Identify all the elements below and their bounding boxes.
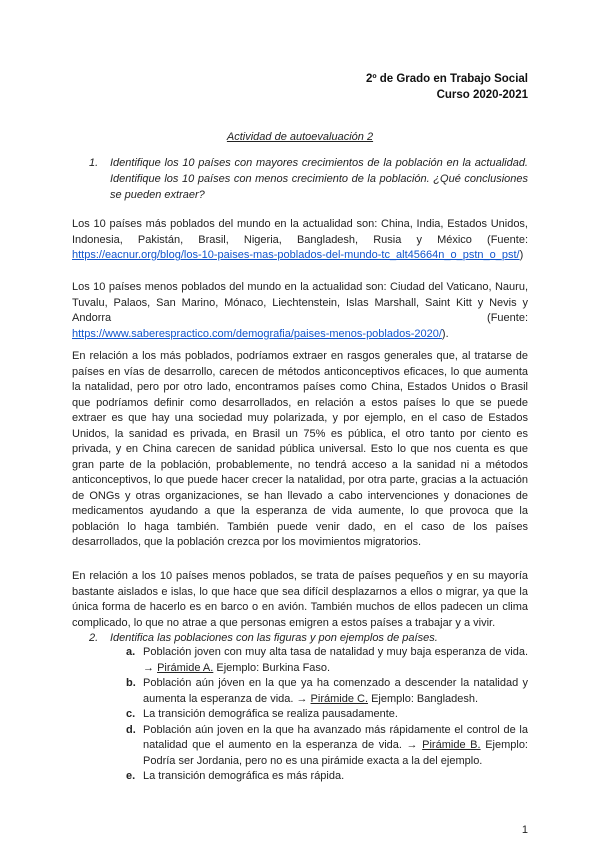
item-letter: e. xyxy=(126,770,136,782)
pyramid-reference: Pirámide B. xyxy=(422,739,481,751)
list-item xyxy=(72,769,528,785)
item-text: La transición demográfica es más rápida. xyxy=(143,770,345,782)
list-item xyxy=(72,723,528,770)
question-number: 2. xyxy=(89,632,99,644)
question-1 xyxy=(72,155,528,203)
item-letter: c. xyxy=(126,708,136,720)
item-text: Población aún joven en la que ha avanzado más rápidamente el control de la natalidad que el aumento en la esperanza de vida. → xyxy=(143,723,528,751)
item-text: Población aún jóven en la que ya ha comenzado a descender la natalidad y aumenta la esperanza de vida. → xyxy=(143,677,528,705)
pyramid-reference: Pirámide A. xyxy=(157,661,214,674)
page-number: 1 xyxy=(521,824,528,836)
paragraph-conclusions-most: En relación a los más poblados, podríamos extraer en rasgos generales que, al tratarse de países en vías de desarrollo, carecen de métodos anticonceptivos eficaces, lo que aumenta la natalidad, pero por otro lado, encontramos países como China, Estados Unidos o Brasil que podríamos definir como desarrollados, en relación a estos países lo que se puede extraer es que hay una sociedad muy polarizada, y por ejemplo, en el caso de Estados Unidos, la sanidad es privada, en Brasil un 75% es pública, el otro tanto por ciento es privada, y en China carecen de sanidad pública universal. Esto lo que nos cuenta es que gran parte de la población, probablemente, no tendrá acceso a la sanidad ni a métodos anticonceptivos, lo que puede hacer crecer la natalidad, por otra parte, gracias a la actuación de ONGs y otras organizaciones, se han llevado a cabo intervenciones y donaciones de medicamentos ayudando a que la esperanza de vida aumente, lo que provoca que la población lo haga también. También puede venir dado, en el caso de los países desarrollados, que la población crezca por los movimientos migratorios. xyxy=(72,350,528,548)
question-2 xyxy=(72,630,528,646)
item-text: Población joven con muy alta tasa de natalidad y muy baja esperanza de vida. → xyxy=(143,646,528,674)
source-link[interactable]: https://www.saberespractico.com/demografia/paises-menos-poblados-2020/ xyxy=(72,327,442,340)
item-example: Ejemplo: Burkina Faso. xyxy=(213,661,331,674)
document-title: Actividad de autoevaluación 2 xyxy=(226,131,374,143)
item-example: Ejemplo: Podría ser Jordania, pero no es una pirámide exacta a la del ejemplo. xyxy=(143,739,528,767)
list-item xyxy=(72,707,528,723)
paragraph-conclusions-least: En relación a los 10 países menos poblados, se trata de países pequeños y en su mayoría bastante aislados e islas, lo que hace que sea difícil desplazarnos a ellos o migrar, ya que la única forma de hacerlo es en barco o en avión. También muchos de ellos padecen un clima complicado, lo que no atrae a que personas emigren a estos países a trabajar y a vivir. xyxy=(72,570,528,629)
answer-list xyxy=(72,645,528,785)
paragraph-text: Los 10 países menos poblados del mundo en la actualidad son: Ciudad del Vaticano, Nauru, Tuvalu, Palaos, San Marino, Mónaco, Liechtenstein, Islas Marshall, Saint Kitt y Nevis y Andorra (Fuente: xyxy=(72,281,528,324)
item-letter: d. xyxy=(126,723,136,736)
question-number: 1. xyxy=(89,157,99,169)
source-link[interactable]: https://eacnur.org/blog/los-10-paises-mas-poblados-del-mundo-tc_alt45664n_o_pstn_o_pst/ xyxy=(72,249,520,261)
punctuation: ) xyxy=(519,249,524,261)
list-item xyxy=(72,676,528,707)
item-text: La transición demográfica se realiza pausadamente. xyxy=(143,708,398,720)
paragraph-least-populated xyxy=(72,280,528,342)
paragraph-text: Los 10 países más poblados del mundo en la actualidad son: China, India, Estados Unidos, Indonesia, Pakistán, Brasil, Nigeria, Bangladesh, Rusia y México (Fuente: xyxy=(72,218,528,246)
document-header xyxy=(366,71,528,103)
question-text: Identifique los 10 países con mayores crecimientos de la población en la actualidad. Identifique los 10 países con menos crecimiento de la población. ¿Qué conclusiones se pueden extraer? xyxy=(110,157,528,201)
item-letter: a. xyxy=(126,646,136,658)
header-course: Curso 2020-2021 xyxy=(436,89,528,101)
question-text: Identifica las poblaciones con las figuras y pon ejemplos de países. xyxy=(110,632,438,644)
punctuation: ). xyxy=(441,327,449,340)
item-example: Ejemplo: Bangladesh. xyxy=(368,692,479,705)
list-item xyxy=(72,645,528,676)
item-letter: b. xyxy=(126,677,136,689)
header-degree: 2º de Grado en Trabajo Social xyxy=(365,73,528,85)
paragraph-most-populated xyxy=(72,217,528,264)
pyramid-reference: Pirámide C. xyxy=(310,692,369,705)
